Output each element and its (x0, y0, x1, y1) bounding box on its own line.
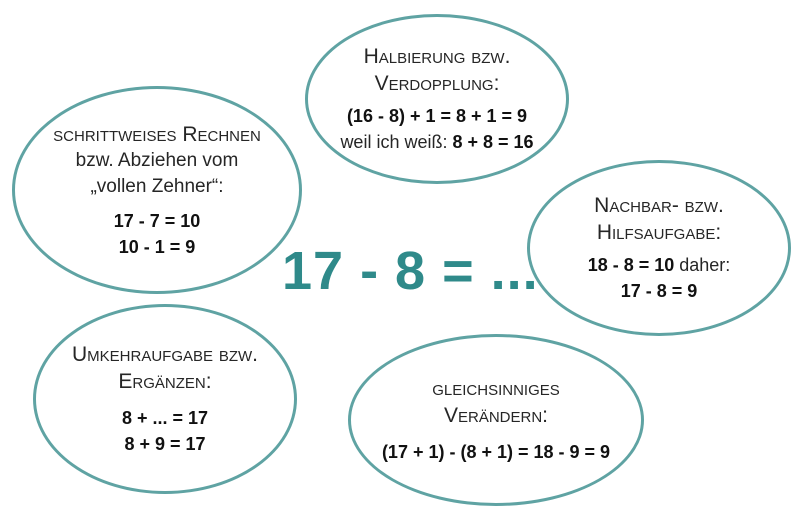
nachbar-equation-1-text: daher: (674, 255, 731, 275)
strategy-nachbar (527, 160, 791, 336)
schrittweise-equation-2: 10 - 1 = 9 (118, 236, 196, 257)
halbierung-equation-2-bold: 8 + 8 = 16 (452, 132, 534, 152)
strategy-gleichsinnig (348, 334, 644, 506)
umkehr-equation-1: 8 + ... = 17 (121, 408, 209, 428)
schrittweise-sub-2: „vollen Zehner“: (90, 175, 224, 197)
halbierung-title-2: Verdopplung: (374, 72, 500, 95)
halbierung-equation-2-text: weil ich weiß: (340, 132, 453, 152)
umkehr-title-2: Ergänzen: (118, 370, 212, 393)
umkehr-equation-2: 8 + 9 = 17 (124, 434, 206, 454)
nachbar-title-2: Hilfsaufgabe: (596, 221, 722, 244)
halbierung-equation-1: (16 - 8) + 1 = 8 + 1 = 9 (346, 106, 528, 126)
halbierung-title-1: Halbierung bzw. (363, 45, 511, 68)
gleichsinnig-title-2: Verändern: (443, 404, 549, 427)
schrittweise-equation-1: 17 - 7 = 10 (113, 210, 201, 231)
strategy-schrittweise (12, 86, 302, 294)
gleichsinnig-equation-1: (17 + 1) - (8 + 1) = 18 - 9 = 9 (381, 442, 611, 462)
halbierung-equation-2 (340, 129, 533, 155)
strategy-umkehr (33, 304, 297, 494)
center-equation: 17 - 8 = ... (282, 241, 539, 301)
nachbar-equation-2: 17 - 8 = 9 (620, 281, 698, 301)
nachbar-equation-1-bold: 18 - 8 = 10 (587, 255, 675, 275)
umkehr-title-1: Umkehraufgabe bzw. (71, 343, 258, 366)
gleichsinnig-title-1: gleichsinniges (432, 377, 560, 400)
schrittweise-sub-1: bzw. Abziehen vom (75, 149, 239, 171)
nachbar-title-1: Nachbar- bzw. (594, 194, 724, 217)
schrittweise-title: schrittweises Rechnen (53, 122, 261, 146)
strategy-halbierung (305, 14, 569, 184)
nachbar-equation-1 (588, 252, 731, 278)
